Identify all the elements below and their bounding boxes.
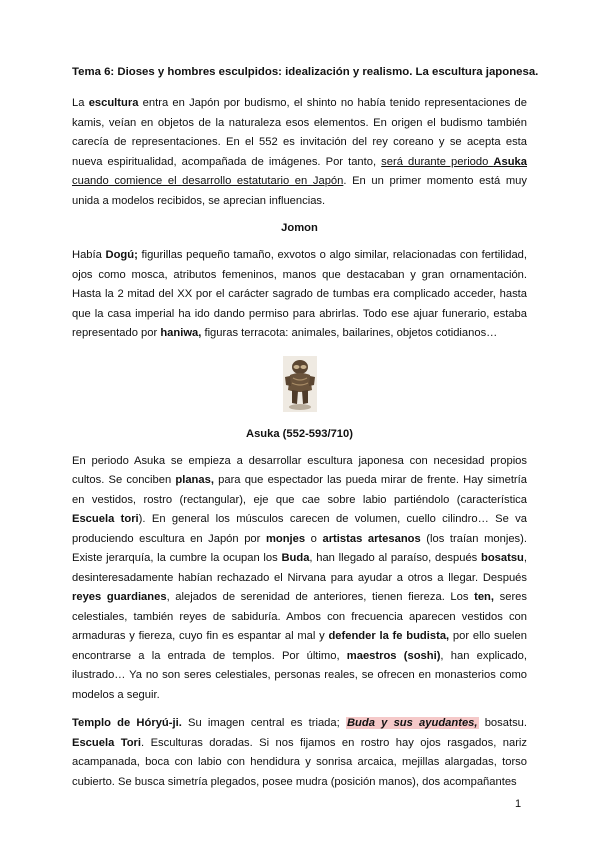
text-run: cuando comience el desarrollo estatutario en Japón [72, 175, 344, 187]
bold-term: defender la fe budista, [328, 630, 450, 642]
dogu-figurine-image [283, 356, 317, 412]
bold-term: maestros (soshi) [346, 649, 441, 662]
text-run: En periodo Asuka se empieza a desarrollar escultura japonesa con necesidad propios cultos. Se conciben [72, 454, 527, 486]
bold-term: artistas artesanos [322, 532, 421, 545]
text-run: entra en Japón por budismo, el shinto no había tenido representaciones de kamis, veían en objetos de la naturaleza esos elementos. En origen el budismo también carecía de representaciones. En el 552 es invitación del rey coreano y se acepta esta nueva espiritualidad, acompañada de imágenes. Por tanto, [72, 97, 527, 168]
text-run: para que espectador las pueda mirar de frente. Hay simetría en vestidos, rostro (rectangular), eje que cae sobre labio partiéndolo (característica [72, 474, 527, 506]
asuka-paragraph [72, 452, 527, 706]
intro-paragraph [72, 94, 527, 211]
document-page [72, 64, 539, 801]
text-run: , han explicado, ilustrado… Ya no son seres celestiales, personas reales, se ofrecen en monasterios como modelos a seguir. [72, 649, 528, 701]
bold-term: Templo de Hóryú-ji. [72, 717, 182, 729]
bold-term: monjes [265, 532, 306, 545]
bold-term: Asuka [493, 155, 528, 168]
text-run: será durante periodo [381, 155, 494, 168]
jomon-paragraph [72, 246, 527, 344]
text-run: , desinteresadamente habían rechazado el Nirvana para ayudar a otros a llegar. Después [72, 552, 527, 584]
horyuji-paragraph [72, 714, 527, 792]
bold-term: Buda [281, 552, 310, 564]
bold-term: Escuela tori [72, 513, 139, 525]
section-heading-asuka: Asuka (552-593/710) [246, 427, 353, 440]
text-run: o [305, 532, 323, 545]
text-run: figuras terracota: animales, bailarines, objetos cotidianos… [201, 327, 498, 339]
bold-term: reyes guardianes [72, 591, 167, 603]
page-number: 1 [515, 798, 522, 810]
text-run: Había [72, 249, 106, 261]
text-run: , han llegado al paraíso, después [309, 552, 481, 564]
bold-term: bosatsu [480, 552, 524, 564]
bold-term: escultura [88, 97, 139, 109]
highlighted-phrase: Buda y sus ayudantes, [346, 717, 478, 729]
text-run: , alejados de serenidad de anteriores, tienen fiereza. Los [166, 591, 475, 603]
document-title: Tema 6: Dioses y hombres esculpidos: idealización y realismo. La escultura japonesa. [72, 66, 539, 78]
section-heading-jomon: Jomon [281, 222, 318, 234]
text-run: ). En general los músculos carecen de volumen, cuello cilindro… Se va produciendo escultura en Japón por [72, 513, 527, 545]
text-run: por ello suelen encontrarse a la entrada de templos. Por último, [72, 630, 527, 662]
bold-term: Escuela Tori [72, 736, 142, 749]
text-run: bosatsu. [478, 717, 528, 729]
text-run: . Esculturas doradas. Si nos fijamos en rostro hay ojos rasgados, nariz acampanada, boca con labio con hendidura y sonrisa arcaica, mejillas alargadas, torso cubierto. Se busca simetría plegados, posee mudra (posición manos), dos acompañantes [72, 736, 528, 788]
text-run: figurillas pequeño tamaño, exvotos o algo similar, relacionadas con fertilidad, ojos como mosca, atributos femeninos, manos que destacaban y gran ornamentación. Hasta la 2 mitad del XX por el carácter sagrado de tumbas era complicado acceder, hasta que la casa imperial ha ido dando permiso para abrirlas. Todo ese ajuar funerario, estaba representado por [72, 249, 527, 339]
text-run: . En un primer momento está muy unida a modelos recibidos, se aprecian influencias. [72, 175, 527, 207]
text-run: La [72, 97, 89, 109]
bold-term: ten, [474, 591, 494, 603]
bold-term: Dogú; [105, 249, 138, 261]
bold-term: haniwa, [160, 327, 202, 339]
dogu-figure [72, 356, 527, 412]
bold-term: planas, [175, 474, 214, 486]
text-run: Su imagen central es triada; [181, 717, 346, 729]
text-run: seres celestiales, también reyes de sabiduría. Ambos con frecuencia aparecen vestidos con armaduras y fiereza, cuyo fin es espantar al mal y [72, 591, 527, 642]
text-run: (los traían monjes). Existe jerarquía, la cumbre la ocupan los [72, 532, 527, 564]
